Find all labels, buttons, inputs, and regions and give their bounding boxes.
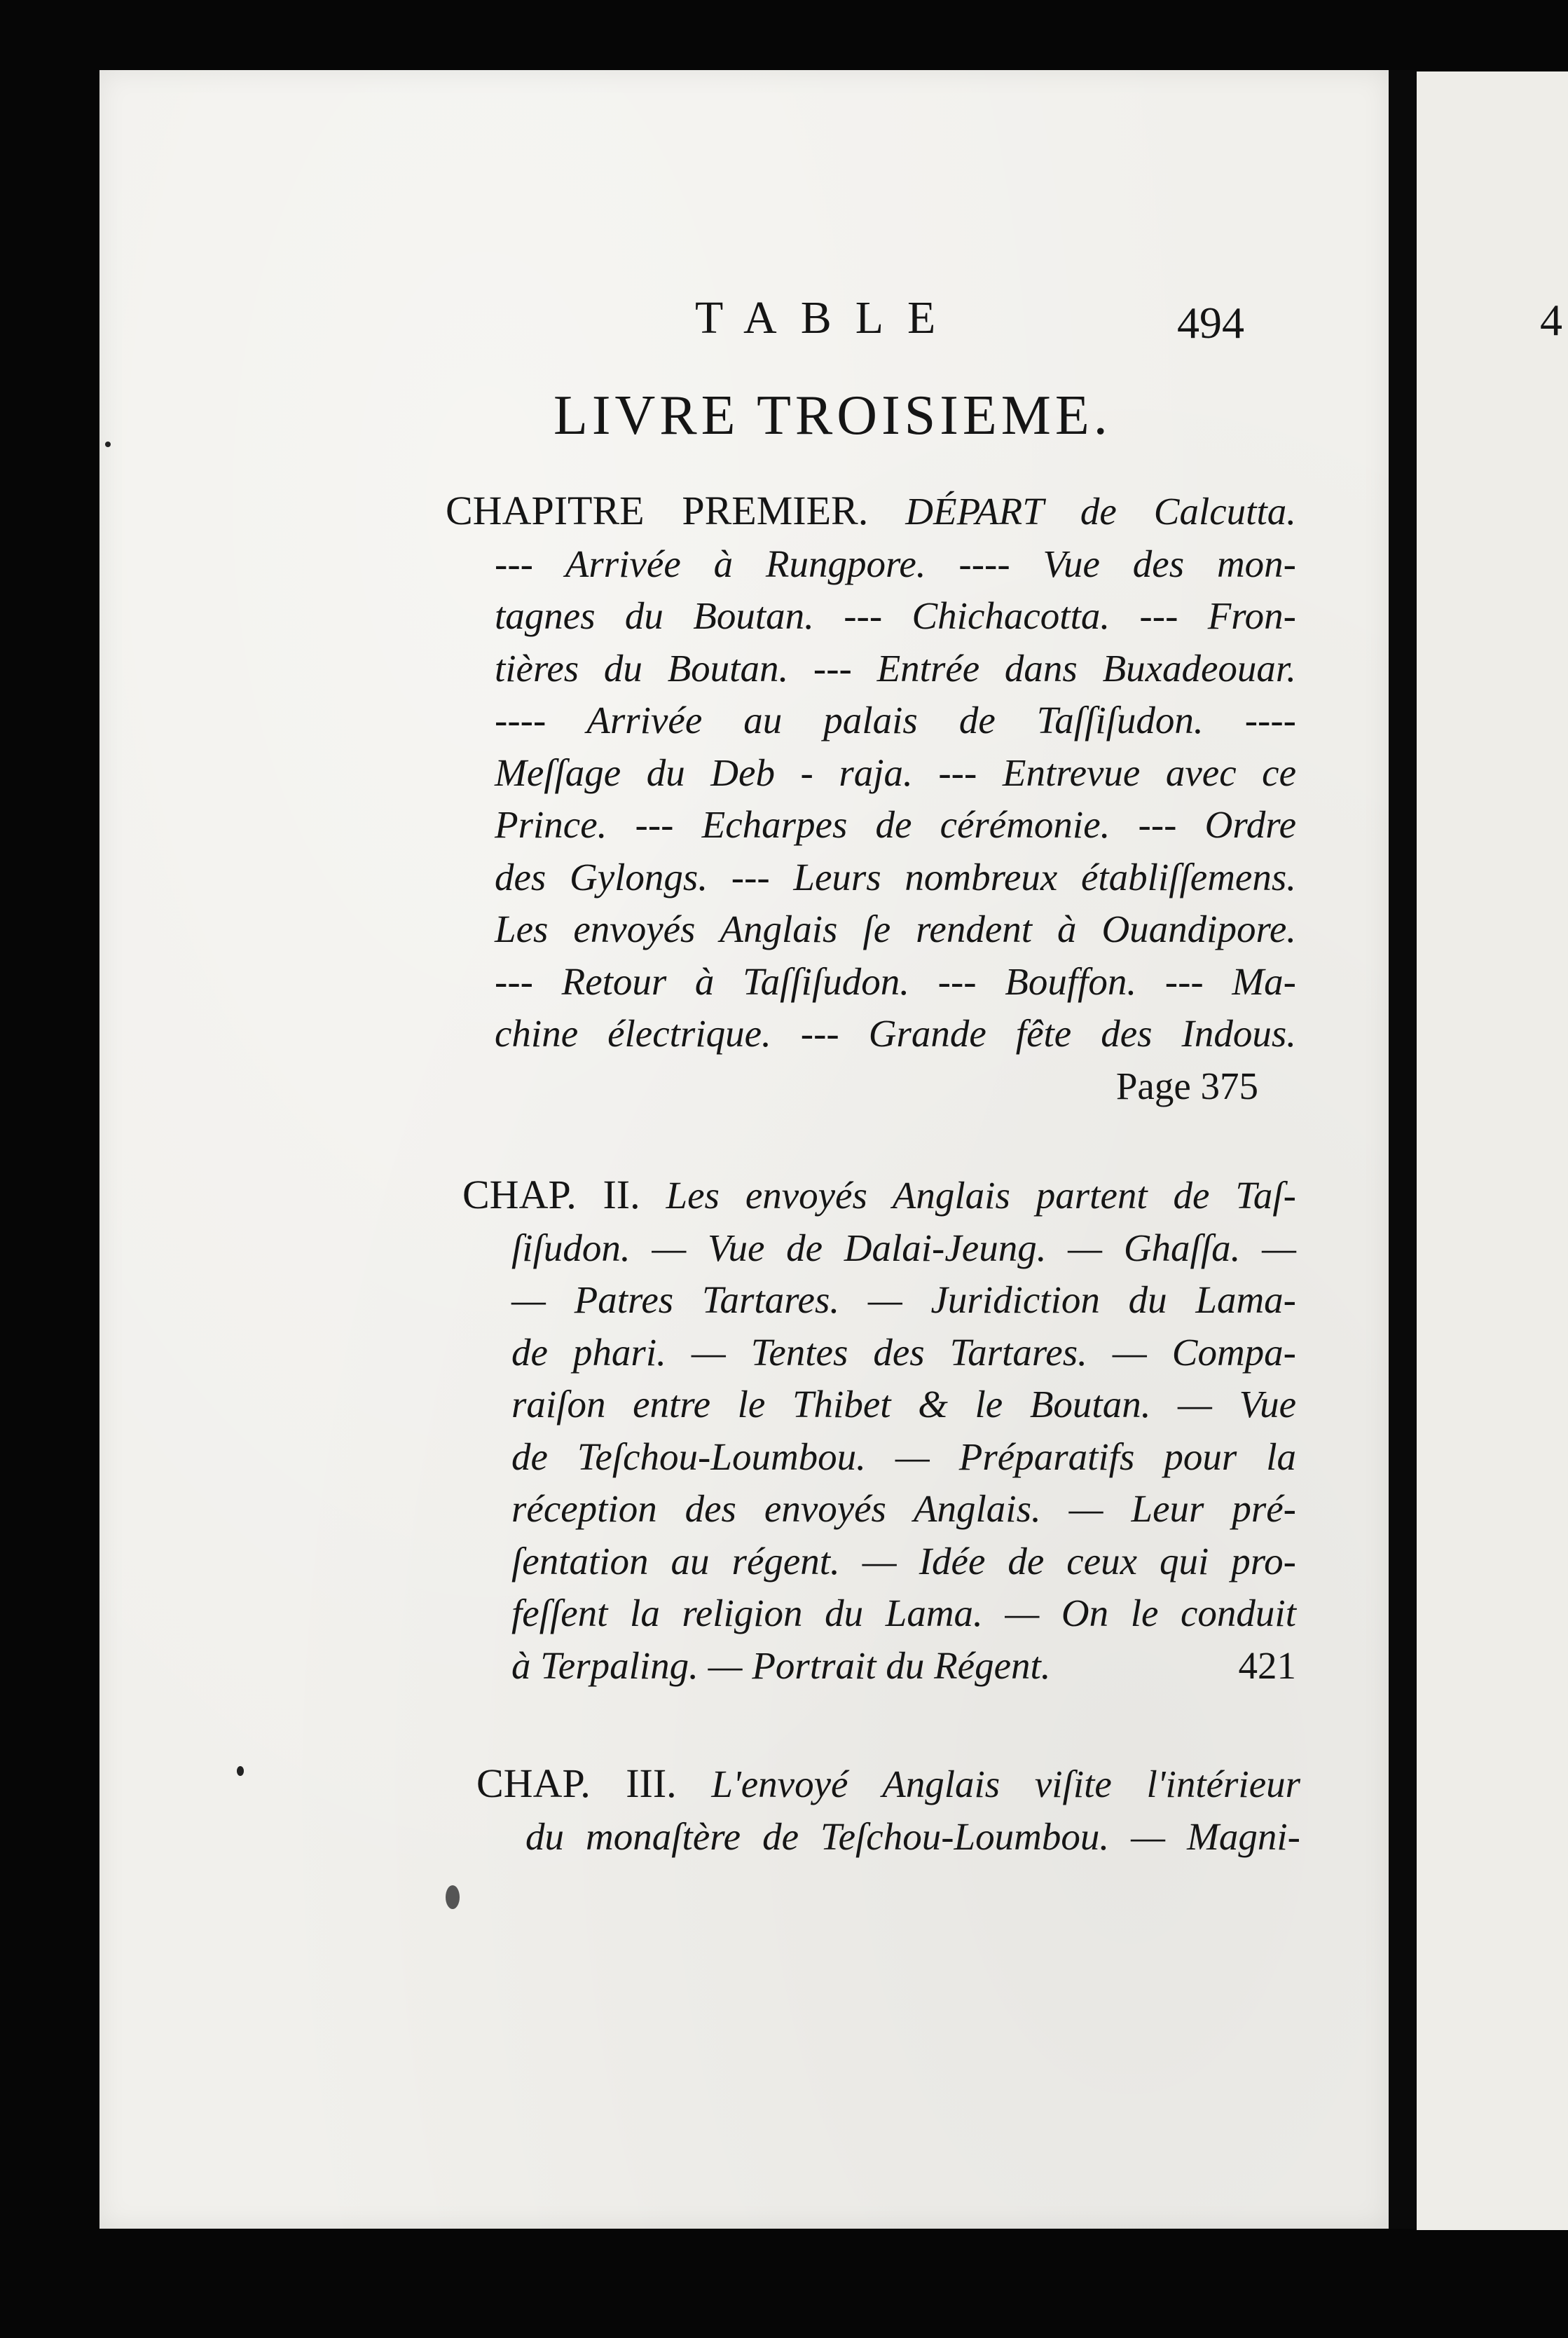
toc-line: --- Retour à Taſſiſudon. --- Bouffon. --- Ma- bbox=[495, 959, 1296, 1003]
toc-line bbox=[462, 1640, 1296, 1693]
scan-speck bbox=[105, 442, 111, 447]
toc-line: Prince. --- Echarpes de cérémonie. --- Ordre bbox=[495, 803, 1296, 846]
facing-page-number: 4 bbox=[1540, 295, 1562, 345]
page-gutter bbox=[1389, 70, 1417, 2229]
toc-entry-chapter-1 bbox=[446, 485, 1296, 1112]
toc-line-text: à Terpaling. — Portrait du Régent. bbox=[511, 1643, 1051, 1687]
toc-line-text: DÉPART de Calcutta. bbox=[905, 490, 1296, 533]
toc-line: de phari. — Tentes des Tartares. — Compa- bbox=[511, 1330, 1296, 1374]
toc-line-text: Les envoyés Anglais partent de Taſ- bbox=[666, 1174, 1296, 1217]
toc-line: des Gylongs. --- Leurs nombreux établiſſemens. bbox=[495, 855, 1296, 898]
page-number: 494 bbox=[1177, 298, 1244, 348]
scan-speck bbox=[237, 1766, 244, 1776]
toc-line: — Patres Tartares. — Juridiction du Lama- bbox=[511, 1278, 1296, 1321]
toc-line: raiſon entre le Thibet & le Boutan. — Vue bbox=[511, 1383, 1296, 1426]
toc-line: tagnes du Boutan. --- Chichacotta. --- Fron- bbox=[495, 594, 1296, 637]
chapter-label: CHAP. II. bbox=[462, 1172, 640, 1217]
toc-line bbox=[462, 1169, 1296, 1222]
page-reference: 421 bbox=[1238, 1643, 1296, 1687]
toc-line: chine électrique. --- Grande fête des Indous. bbox=[495, 1012, 1296, 1055]
toc-entry-chapter-3 bbox=[476, 1758, 1300, 1863]
toc-line: du monaſtère de Teſchou-Loumbou. — Magni- bbox=[525, 1814, 1300, 1858]
toc-line: Les envoyés Anglais ſe rendent à Ouandipore. bbox=[495, 908, 1296, 950]
toc-line: tières du Boutan. --- Entrée dans Buxadeouar. bbox=[495, 646, 1296, 690]
toc-line: ſentation au régent. — Idée de ceux qui pro- bbox=[511, 1539, 1296, 1582]
toc-line-text: L'envoyé Anglais viſite l'intérieur bbox=[711, 1763, 1301, 1805]
scan-speck bbox=[446, 1885, 460, 1909]
toc-line: Meſſage du Deb - raja. --- Entrevue avec ce bbox=[495, 751, 1296, 794]
toc-line bbox=[476, 1758, 1300, 1811]
toc-line: --- Arrivée à Rungpore. ---- Vue des mon- bbox=[495, 542, 1296, 585]
chapter-label: CHAPITRE PREMIER. bbox=[446, 488, 869, 533]
toc-line: feſſent la religion du Lama. — On le conduit bbox=[511, 1592, 1296, 1634]
facing-page-edge bbox=[1417, 71, 1568, 2230]
toc-entry-chapter-2 bbox=[462, 1169, 1296, 1692]
chapter-label: CHAP. III. bbox=[476, 1761, 677, 1806]
toc-line: ---- Arrivée au palais de Taſſiſudon. ---- bbox=[495, 699, 1296, 741]
toc-line: réception des envoyés Anglais. — Leur pré- bbox=[511, 1487, 1296, 1530]
book-title: LIVRE TROISIEME. bbox=[553, 385, 1112, 446]
toc-line bbox=[446, 485, 1296, 538]
page-reference: Page 375 bbox=[1115, 1064, 1258, 1107]
toc-line: de Teſchou-Loumbou. — Préparatifs pour la bbox=[511, 1435, 1296, 1478]
toc-line: ſiſudon. — Vue de Dalai-Jeung. — Ghaſſa. — bbox=[511, 1226, 1296, 1269]
running-head: TABLE bbox=[695, 292, 960, 343]
